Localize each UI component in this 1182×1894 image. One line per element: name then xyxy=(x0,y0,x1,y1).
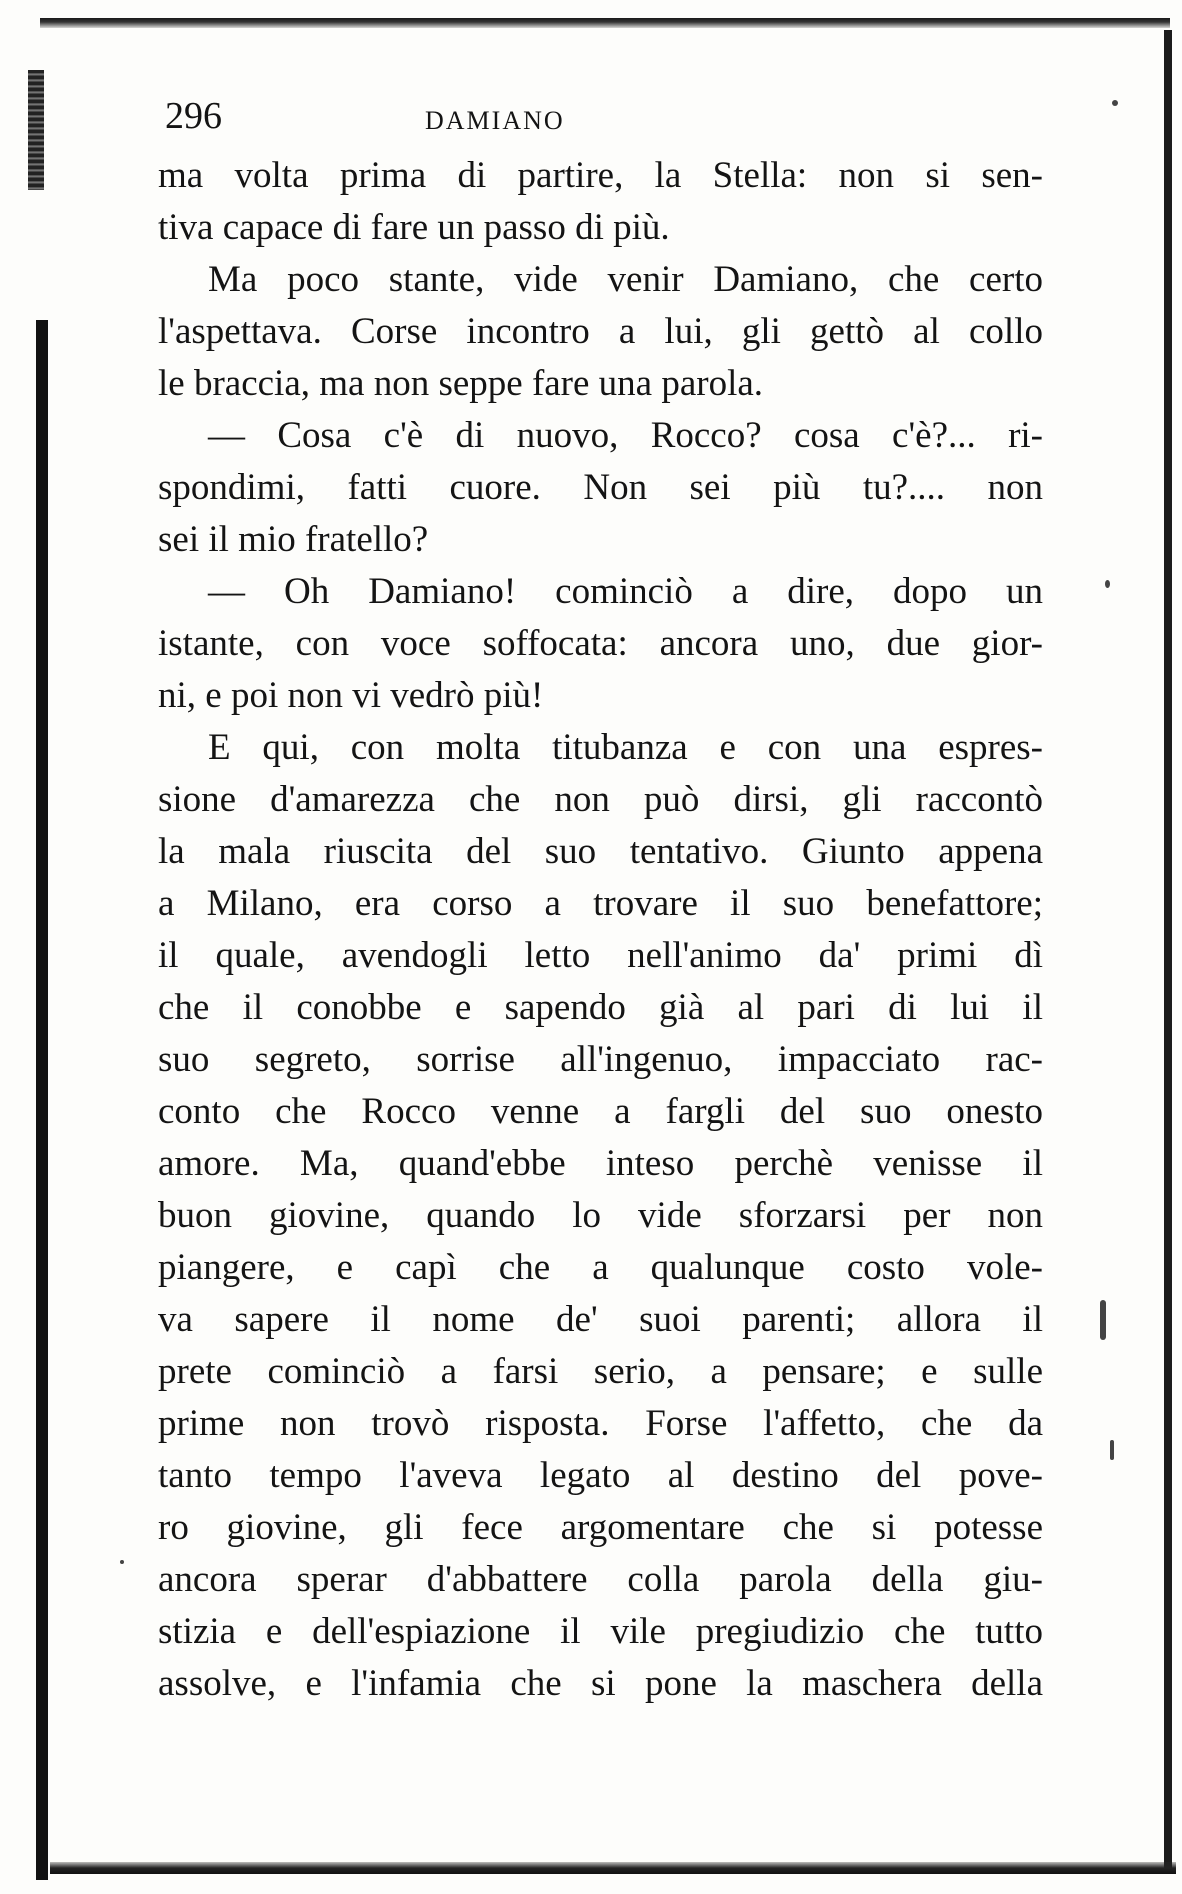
text-line: buon giovine, quando lo vide sforzarsi per non xyxy=(158,1195,1043,1236)
scan-border-left xyxy=(36,320,48,1880)
scan-speck xyxy=(120,1560,124,1564)
body-text xyxy=(158,150,1043,1710)
text-line: assolve, e l'infamia che si pone la maschera della xyxy=(158,1663,1043,1704)
text-line: tanto tempo l'aveva legato al destino del pove- xyxy=(158,1455,1043,1496)
scan-speck xyxy=(1112,100,1118,106)
text-line: ancora sperar d'abbattere colla parola della giu- xyxy=(158,1559,1043,1600)
text-line: stizia e dell'espiazione il vile pregiudizio che tutto xyxy=(158,1611,1043,1652)
text-line: piangere, e capì che a qualunque costo vole- xyxy=(158,1247,1043,1288)
text-line: ma volta prima di partire, la Stella: non si sen- xyxy=(158,155,1043,196)
scan-border-bottom xyxy=(50,1862,1176,1874)
text-line: a Milano, era corso a trovare il suo benefattore; xyxy=(158,883,1043,924)
text-line: — Oh Damiano! cominciò a dire, dopo un xyxy=(208,571,1043,612)
text-line: ro giovine, gli fece argomentare che si potesse xyxy=(158,1507,1043,1548)
text-line: ni, e poi non vi vedrò più! xyxy=(158,675,544,716)
text-line: spondimi, fatti cuore. Non sei più tu?.... non xyxy=(158,467,1043,508)
text-line: E qui, con molta titubanza e con una espres- xyxy=(208,727,1043,768)
text-line: le braccia, ma non seppe fare una parola. xyxy=(158,363,764,404)
text-line: prete cominciò a farsi serio, a pensare; e sulle xyxy=(158,1351,1043,1392)
text-line: sione d'amarezza che non può dirsi, gli raccontò xyxy=(158,779,1043,820)
running-head: DAMIANO xyxy=(425,106,565,135)
text-line: la mala riuscita del suo tentativo. Giunto appena xyxy=(158,831,1043,872)
text-line: conto che Rocco venne a fargli del suo onesto xyxy=(158,1091,1043,1132)
scan-speck xyxy=(1110,1440,1114,1460)
page-header xyxy=(165,96,1065,146)
text-line: sei il mio fratello? xyxy=(158,519,429,560)
text-line: va sapere il nome de' suoi parenti; allora il xyxy=(158,1299,1043,1340)
text-line: — Cosa c'è di nuovo, Rocco? cosa c'è?... ri- xyxy=(208,415,1043,456)
text-line: tiva capace di fare un passo di più. xyxy=(158,207,670,248)
scan-border-top xyxy=(40,18,1170,28)
scan-speck xyxy=(1105,580,1110,588)
text-line: il quale, avendogli letto nell'animo da' primi dì xyxy=(158,935,1043,976)
text-line: amore. Ma, quand'ebbe inteso perchè venisse il xyxy=(158,1143,1043,1184)
text-line: Ma poco stante, vide venir Damiano, che certo xyxy=(208,259,1043,300)
page-number: 296 xyxy=(165,95,222,137)
text-line: suo segreto, sorrise all'ingenuo, impacciato rac- xyxy=(158,1039,1043,1080)
scan-border-right xyxy=(1164,30,1172,1870)
text-line: l'aspettava. Corse incontro a lui, gli gettò al collo xyxy=(158,311,1043,352)
text-line: istante, con voce soffocata: ancora uno, due gior- xyxy=(158,623,1043,664)
scan-speck xyxy=(1100,1300,1106,1340)
text-line: che il conobbe e sapendo già al pari di lui il xyxy=(158,987,1043,1028)
scan-border-left-fragment xyxy=(28,70,44,190)
text-line: prime non trovò risposta. Forse l'affetto, che da xyxy=(158,1403,1043,1444)
